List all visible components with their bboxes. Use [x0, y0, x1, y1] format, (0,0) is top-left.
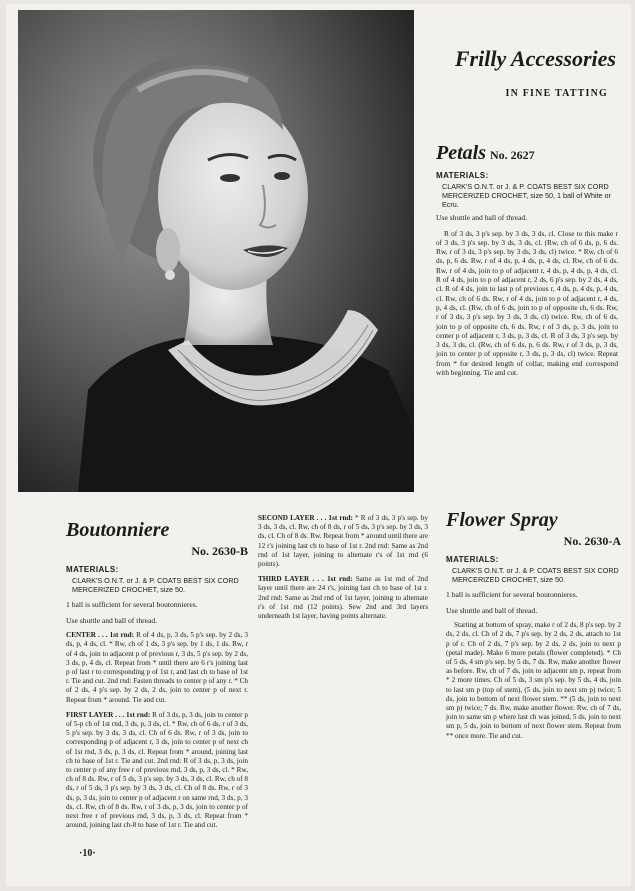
boutonniere-third-heading: THIRD LAYER . . . 1st rnd:	[258, 575, 353, 584]
petals-number: No. 2627	[490, 148, 535, 162]
boutonniere-first-heading: FIRST LAYER . . . 1st rnd:	[66, 710, 151, 719]
magazine-page	[6, 4, 631, 886]
page-title: Frilly Accessories	[454, 46, 616, 71]
petals-title: Petals	[436, 142, 486, 164]
boutonniere-center-text: R of 4 ds, p, 3 ds, 5 p's sep. by 2 ds, 3 ds, p, 4 ds, cl. * Rw, ch of 1 ds, 3 p's sep. by 1 ds, 1 ds. Rw, r of 4 ds, join to adjacent p of previous r, 3 ds, 5 p's sep. by 2 ds, 3 ds, p, 4 ds, cl. Repeat from * until there are 6 r's joining last p of last r to corresponding p of 1st r, and last ch to base of 1st r. Tie and cut. 2nd rnd: Fasten threads to center p of any r. * Ch of 2 ds, 4 p's sep. by 2 ds, 2 ds, join to center p of next r. Repeat from * around. Tie and cut.	[66, 631, 248, 704]
boutonniere-third-text: Same as 1st rnd of 2nd layer until there are 24 r's, joining last ch to base of 1st r. 2nd rnd: Same as 2nd rnd of 1st layer, joining to alternate r's of 1st rnd (12 points). Sew 2nd and 3rd layers underneath 1st layer, having points alternate.	[258, 575, 428, 621]
petals-section	[436, 142, 618, 377]
flower-spray-tools: Use shuttle and ball of thread.	[446, 605, 538, 615]
boutonniere-second-text: * R of 3 ds, 3 p's sep. by 3 ds, 3 ds, cl. Rw, ch of 8 ds, r of 5 ds, 3 p's sep. by 3 ds, 3 ds, cl. Ch of 8 ds. Rw. Repeat from * around until there are 12 r's joining last ch to base of 1st r. 2nd rnd: Same as 2nd rnd of 1st layer, joining to alternate r's of 1st rnd (6 points).	[258, 514, 428, 569]
boutonniere-number: No. 2630-B	[191, 544, 248, 558]
boutonniere-second-heading: SECOND LAYER . . . 1st rnd:	[258, 514, 353, 522]
boutonniere-section	[66, 519, 248, 830]
flower-spray-instructions: Starting at bottom of spray, make r of 2 ds, 8 p's sep. by 2 ds, 2 ds, cl. Ch of 2 ds, 7 p's sep. by 2 ds, 2 ds, attach to 1st p of r. Ch of 2 ds, 7 p's sep. by 2 ds, 2 ds, join to next p (petal made). Make 6 more petals (flower completed). * Ch of 5 ds, 4 sm p's sep. by 5 ds, 7 ds. Rw, make another flower as before. Rw, ch of 7 ds, join to adjacent sm p, repeat from * 2 more times. Ch of 5 ds, 3 sm p's sep. by 5 ds, 4 ds, join to last sm p (top of stem), (5 ds, join to next sm p) twice; 5 ds, join to bottom of next flower stem. ** (5 ds, join to next sm p) twice; 7 ds. Rw, make another flower. Rw, ch of 7 ds, join to same sm p where last ch was joined, 5 ds, join to next sm p, 5 ds, join to bottom of next flower stem. Repeat from ** once more. Tie and cut.	[446, 621, 621, 740]
page-subtitle: IN FINE TATTING	[505, 88, 608, 99]
petals-materials-heading: MATERIALS:	[436, 171, 489, 180]
boutonniere-continued	[258, 514, 428, 621]
page-number: ·10·	[79, 848, 96, 859]
portrait-illustration	[18, 10, 414, 492]
boutonniere-center	[66, 631, 248, 705]
boutonniere-second-layer	[258, 514, 428, 569]
boutonniere-first-text: R of 3 ds, p, 3 ds, join to center p of 5-p ch of 1st rnd, 3 ds, p, 3 ds, cl. * Rw, ch of 6 ds, r of 3 ds, 5 p's sep. by 3 ds, 3 ds, cl. Ch of 6 ds. Rw, r of 3 ds, join to corresponding p of adjacent r, 3 ds, join to center p of next ch of 1st rnd, 3 ds, p, 3 ds, cl. Repeat from * around, joining last ch to base of 1st r. Tie and cut. 2nd rnd: R of 3 ds, p, 3 ds, join to center p of any free r of previous rnd, 3 ds, p, 3 ds, cl. * Rw, ch of 8 ds. Rw, r of 5 ds, 3 p's sep. by 3 ds, 3 ds, cl. Rw, ch of 8 ds, r of 5 ds, 3 p's sep. by 3 ds, 3 ds, cl. Ch of 8 ds. Rw, r of 3 ds, p, 3 ds, join to center p of adjacent r on same rnd, 3 ds, p, 3 ds, cl. Rw, ch of 8 ds. Rw, r of 3 ds, p, 3 ds, join to center p of next free r of previous rnd, 3 ds, p, 3 ds, cl. Repeat from * around, joining last ch-8 to base of 1st r. Tie and cut.	[66, 710, 248, 830]
boutonniere-third-layer	[258, 575, 428, 621]
boutonniere-sufficient: 1 ball is sufficient for several boutonnieres.	[66, 600, 198, 609]
model-photograph	[18, 10, 414, 492]
boutonniere-title: Boutonniere	[66, 519, 170, 541]
boutonniere-materials-heading: MATERIALS:	[66, 565, 119, 574]
petals-tools: Use shuttle and ball of thread.	[436, 213, 528, 222]
boutonniere-materials: CLARK'S O.N.T. or J. & P. COATS BEST SIX CORD MERCERIZED CROCHET, size 50.	[72, 576, 239, 594]
boutonniere-center-heading: CENTER . . . 1st rnd:	[66, 631, 135, 640]
flower-spray-section	[446, 509, 621, 741]
flower-spray-materials-heading: MATERIALS:	[446, 555, 499, 564]
flower-spray-sufficient: 1 ball is sufficient for several boutonnieres.	[446, 590, 578, 599]
petals-instructions: R of 3 ds, 3 p's sep. by 3 ds, 3 ds, cl. Close to this make r of 3 ds, 3 p's sep. by 3 ds, 3 ds, cl. (Rw, ch of 6 ds, p, 6 ds. Rw, r of 3 ds, 3 p's sep. by 3 ds, 3 ds, cl) twice. * Rw, ch of 6 ds, p, 6 ds. Rw, r of 4 ds, p, 4 ds, p, 4 ds, cl. Rw, ch of 6 ds. Rw, r of 4 ds, join to p of adjacent r, 4 ds, p, 4 ds, p, 4 ds, cl. R of 4 ds, join to p of adjacent r, 2 ds, 6 p's sep. by 2 ds, 4 ds, cl. R of 4 ds, join to last p of previous r, 4 ds, p, 4 ds, p, 4 ds, cl. Rw, ch of 6 ds. Rw, r of 4 ds, join to p of adjacent r, 4 ds, p, 4 ds, cl. (Rw, ch of 6 ds, join to p of opposite ch, 6 ds. Rw, r of 3 ds, 3 p's sep. by 3 ds, 3 ds, cl) twice. Rw, ch of 6 ds, join to p of opposite ch, 6 ds. Rw, r of 3 ds, p, 3 ds, join to center p of adjacent r, 3 ds, p, 3 ds, cl. R of 3 ds, 3 p's sep. by 3 ds, 3 ds, cl. (Rw, ch of 6 ds, p, 6 ds. Rw, r of 3 ds, p, 3 ds, join to center p of opposite r, 3 ds, p, 3 ds, cl) twice. Repeat from * for desired length of collar, making end correspond with beginning. Tie and cut.	[436, 228, 618, 378]
boutonniere-tools: Use shuttle and ball of thread.	[66, 615, 158, 625]
flower-spray-materials: CLARK'S O.N.T. or J. & P. COATS BEST SIX CORD MERCERIZED CROCHET, size 50.	[452, 566, 619, 584]
flower-spray-title: Flower Spray	[446, 509, 558, 531]
petals-materials: CLARK'S O.N.T. or J. & P. COATS BEST SIX CORD MERCERIZED CROCHET, size 50, 1 ball of White or Ecru.	[442, 182, 611, 209]
flower-spray-number: No. 2630-A	[563, 534, 621, 548]
boutonniere-first-layer	[66, 710, 248, 830]
